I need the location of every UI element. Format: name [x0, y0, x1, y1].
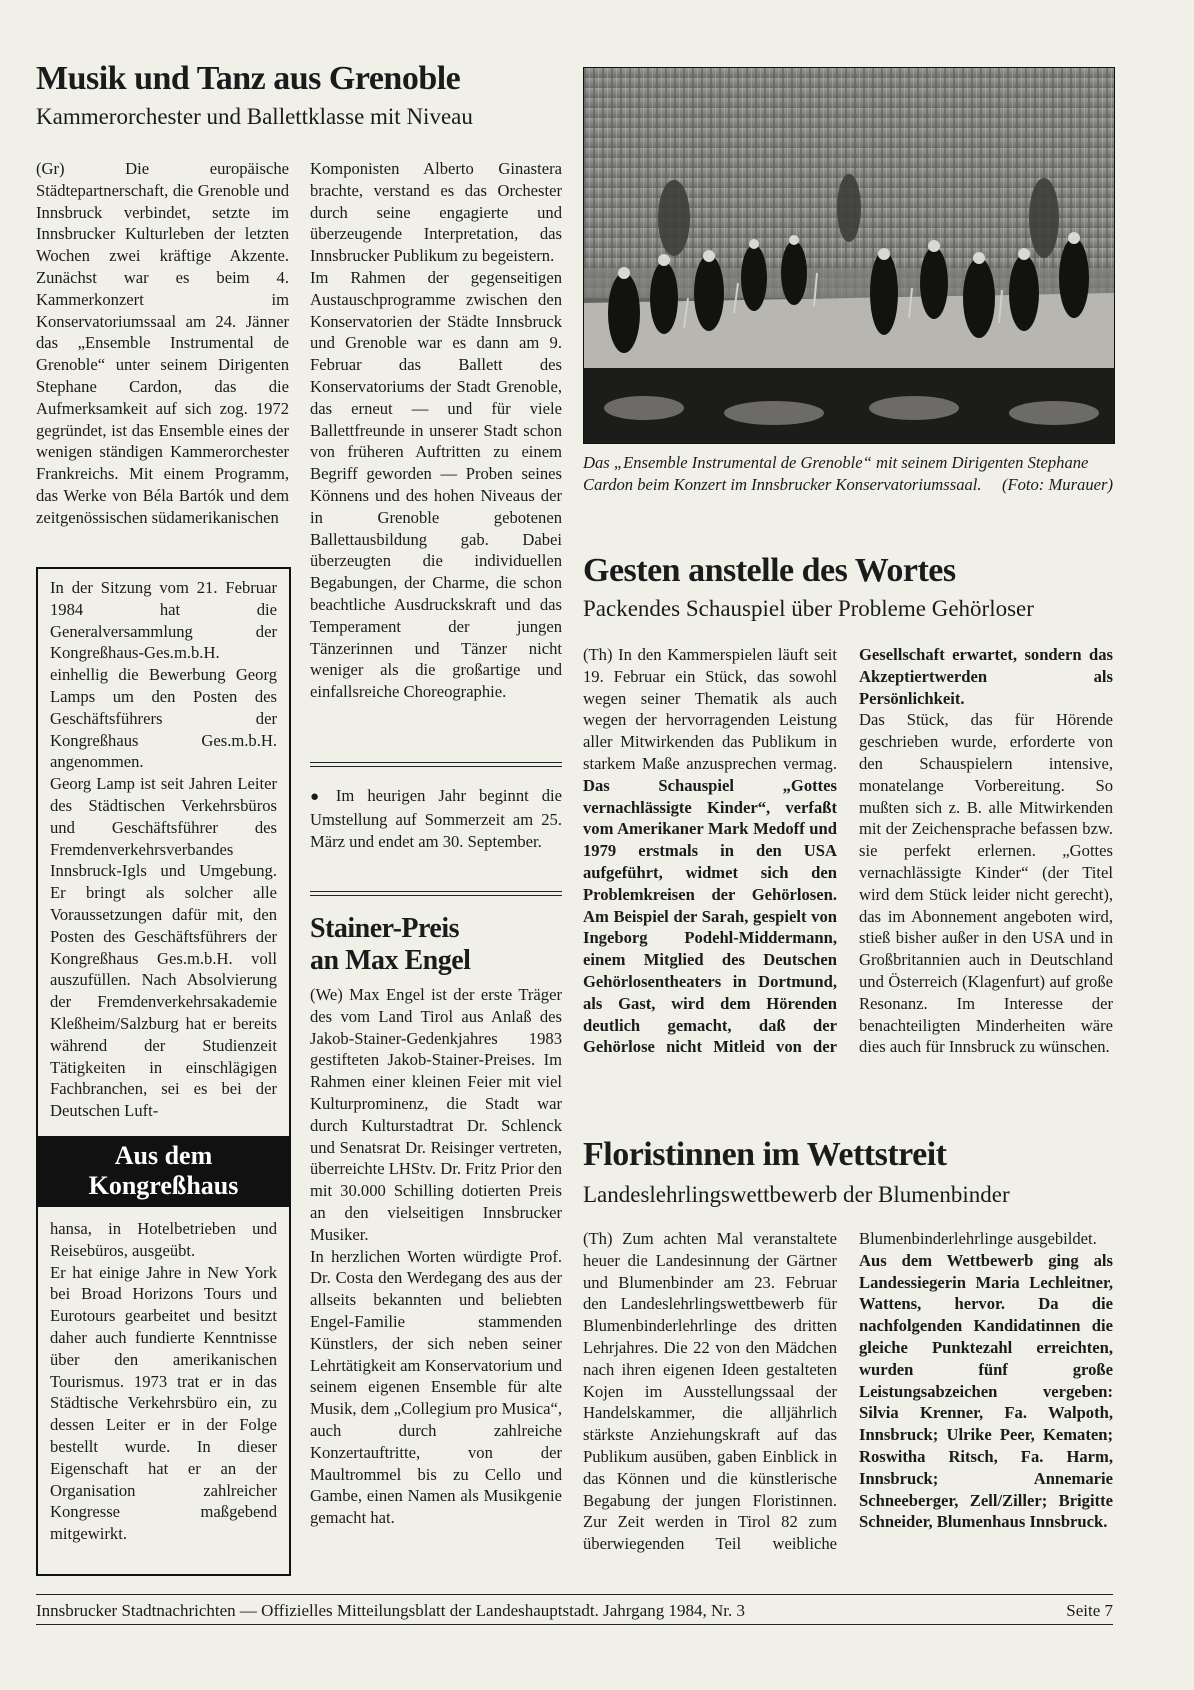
musik-column-1 — [36, 158, 289, 529]
concert-photo — [583, 67, 1115, 444]
kongresshaus-box — [36, 567, 291, 1576]
footer-text: Innsbrucker Stadtnachrichten — Offizielles Mitteilungsblatt der Landeshauptstadt. Jahrgang 1984, Nr. 3 — [36, 1601, 745, 1620]
divider — [310, 895, 562, 896]
gesten-text — [583, 644, 1113, 1103]
floristinnen-intro: (Th) Zum achten Mal veranstaltete heuer die Landesinnung der Gärtner und Blumenbinder am 23. Februar den Landeslehrlingswettbewerb für Blumenbinderlehrlinge des dritten Lehrjahres. Die 22 von den Mädchen nach ihren eigenen Ideen gestalteten Kojen im Ausstellungssaal der Handelskammer, die alljährlich stärkste Anziehungskraft auf das Publikum ausüben, gaben Einblick in das Können und die künstlerische Begabung der jungen Floristinnen. Zur Zeit werden in Tirol 82 zum überwiegenden Teil weibliche Blumenbinderlehrlinge ausgebildet. — [583, 1229, 1097, 1554]
kongresshaus-paragraph: hansa, in Hotelbetrieben und Reisebüros, ausgeübt. — [50, 1219, 277, 1260]
kongresshaus-paragraph: Georg Lamp ist seit Jahren Leiter des Städtischen Verkehrsbüros und Geschäftsführer des Fremdenverkehrsverbandes Innsbruck-Igls und Umgebung. Er bringt als solcher alle Voraussetzungen dafür mit, den Posten des Geschäftsführers der Kongreßhaus Ges.m.b.H. voll auszufüllen. Nach Absolvierung der Fremdenverkehrsakademie Kleßheim/Salzburg hat er bereits während der Studienzeit Tätigkeiten in einschlägigen Fachbranchen, sei es bei der Deutschen Luft- — [50, 774, 277, 1121]
kongresshaus-header-line: Kongreßhaus — [88, 1171, 239, 1200]
kongresshaus-paragraph: In der Sitzung vom 21. Februar 1984 hat die Generalversammlung der Kongreßhaus-Ges.m.b.H. einhellig die Bewerbung Georg Lamps um den Posten des Geschäftsführers der Kongreßhaus Ges.m.b.H. angenommen. — [50, 578, 277, 772]
gesten-title: Gesten anstelle des Wortes — [583, 552, 956, 589]
footer-rule — [36, 1594, 1113, 1595]
musik-column-2 — [310, 158, 562, 703]
sommerzeit-notice — [310, 785, 562, 852]
sommerzeit-text: Im heurigen Jahr beginnt die Umstellung auf Sommerzeit am 25. März und endet am 30. September. — [310, 786, 563, 851]
kongresshaus-header-line: Aus dem — [114, 1141, 213, 1170]
musik-paragraph: (Gr) Die europäische Städtepartnerschaft, die Grenoble und Innsbruck verbindet, setzte im Innsbrucker Kulturleben der letzten Wochen zwei kräftige Akzente. Zunächst war es beim 4. Kammerkonzert im Konservatoriumssaal am 24. Jänner das „Ensemble Instrumental de Grenoble“ unter seinem Dirigenten Stephane Cardon, das die Aufmerksamkeit auf sich zog. 1972 gegründet, ist das Ensemble eines der wenigen ständigen Kammerorchester Frankreichs. Mit einem Programm, das Werke von Béla Bartók und dem zeitgenössischen südamerikanischen — [36, 159, 289, 527]
stainer-text — [310, 984, 562, 1529]
page-number: Seite 7 — [1066, 1601, 1113, 1620]
bullet-icon: ● — [310, 789, 328, 805]
gesten-subtitle: Packendes Schauspiel über Probleme Gehörloser — [583, 596, 1034, 621]
floristinnen-title: Floristinnen im Wettstreit — [583, 1136, 947, 1173]
kongresshaus-text-top — [38, 569, 289, 1122]
floristinnen-subtitle: Landeslehrlingswettbewerb der Blumenbinder — [583, 1182, 1010, 1207]
photo-credit: (Foto: Murauer) — [1001, 474, 1113, 494]
divider — [310, 762, 562, 763]
concert-photo-image — [584, 68, 1114, 443]
floristinnen-text — [583, 1228, 1113, 1578]
stainer-title — [310, 913, 470, 977]
footer-rule — [36, 1624, 1113, 1625]
stainer-title-line: an Max Engel — [310, 945, 471, 976]
photo-caption-block — [583, 452, 1113, 495]
divider — [310, 891, 562, 892]
gesten-bold: Das Schauspiel „Gottes vernachlässigte Kinder“, verfaßt vom Amerikaner Mark Medoff und 1979 erstmals in den USA aufgeführt, widmet sich den Problemkreisen der Gehörlosen. Am Beispiel der Sarah, gespielt von Ingeborg Podehl-Middermann, einem Mitglied des Deutschen Gehörlosentheaters in Dortmund, als Gast, wird dem Hörenden deutlich gemacht, daß der Gehörlose nicht Mitleid von der Gesellschaft erwartet, sondern das Akzeptiertwerden als Persönlichkeit. — [583, 645, 1113, 1057]
stainer-paragraph: (We) Max Engel ist der erste Träger des vom Land Tirol aus Anlaß des Jakob-Stainer-Gedenkjahres 1983 gestifteten Jakob-Stainer-Preises. Im Rahmen einer kleinen Feier mit viel Kulturprominenz, die Stadt war durch Kulturstadtrat Dr. Schlenck und Senatsrat Dr. Reisinger vertreten, überreichte LHStv. Dr. Fritz Prior den mit 30.000 Schilling dotierten Preis an den vielseitigen Innsbrucker Musiker. — [310, 985, 562, 1244]
kongresshaus-text-bottom — [50, 1218, 277, 1545]
kongresshaus-header — [38, 1136, 289, 1207]
musik-paragraph: Im Rahmen der gegenseitigen Austauschprogramme zwischen den Konservatorien der Städte Innsbruck und Grenoble war es dann am 9. Februar das Ballett des Konservatoriums der Stadt Grenoble, das erneut — und für viele Ballettfreunde in unserer Stadt schon von früheren Auftritten zu einem Begriff geworden — Proben seines Könnens und des hohen Niveaus der in Grenoble gebotenen Ballettausbildung gab. Dabei überzeugten die individuellen Begabungen, der Charme, die schon beachtliche Ausdruckskraft und das Temperament der jungen Tänzerinnen und Tänzer nicht weniger als die großartige und einfallsreiche Choreographie. — [310, 267, 562, 702]
photo-caption: Das „Ensemble Instrumental de Grenoble“ mit seinem Dirigenten Stephane Cardon beim Konzert im Innsbrucker Konservatoriumssaal. — [583, 453, 1089, 494]
gesten-rest: Das Stück, das für Hörende geschrieben wurde, erforderte von den Schauspielern intensive, monatelange Vorbereitung. So mußten sich z. B. alle Mitwirkenden mit der Zeichensprache befassen bzw. sie perfekt erlernen. „Gottes vernachlässigte Kinder“ (der Titel wird dem Stück leider nicht gerecht), das im Abonnement angeboten wird, stieß bisher außer in den USA und in Großbritannien auch in Deutschland und Österreich (Klagenfurt) auf große Resonanz. Im Interesse der benachteiligten Minderheiten wäre dies auch für Innsbruck zu wünschen. — [859, 710, 1113, 1057]
stainer-title-line: Stainer-Preis — [310, 913, 460, 944]
divider — [310, 766, 562, 767]
gesten-intro: (Th) In den Kammerspielen läuft seit 19. Februar ein Stück, das sowohl wegen seiner Thematik als auch wegen der hervorragenden Leistung aller Mitwirkenden das Publikum in starkem Maße anzusprechen vermag. — [583, 645, 837, 773]
musik-paragraph: Komponisten Alberto Ginastera brachte, verstand es das Orchester durch seine engagierte und überzeugende Interpretation, das Innsbrucker Publikum zu begeistern. — [310, 159, 562, 266]
floristinnen-bold: Aus dem Wettbewerb ging als Landessiegerin Maria Lechleitner, Wattens, hervor. Da die nachfolgenden Kandidatinnen die gleiche Punktezahl erreichten, wurden fünf große Leistungsabzeichen vergeben: Silvia Krenner, Fa. Walpoth, Innsbruck; Ulrike Peer, Kematen; Roswitha Ritsch, Fa. Harm, Innsbruck; Annemarie Schneeberger, Zell/Ziller; Brigitte Schneider, Blumenhaus Innsbruck. — [859, 1250, 1113, 1532]
stainer-paragraph: In herzlichen Worten würdigte Prof. Dr. Costa den Werdegang des aus der allseits bekannten und beliebten Engel-Familie stammenden Künstlers, der sich neben seiner Lehrtätigkeit am Konservatorium und seinem eigenen Ensemble für alte Musik, dem „Collegium pro Musica“, auch durch zahlreiche Konzertauftritte, von der Maultrommel bis zu Cello und Gambe, einen Namen als Musikgenie gemacht hat. — [310, 1246, 562, 1528]
musik-subtitle: Kammerorchester und Ballettklasse mit Niveau — [36, 104, 473, 129]
musik-title: Musik und Tanz aus Grenoble — [36, 60, 461, 97]
kongresshaus-paragraph: Er hat einige Jahre in New York bei Broad Horizons Tours und Eurotours gearbeitet und besitzt daher auch fundierte Kenntnisse über den amerikanischen Tourismus. 1973 trat er in das Städtische Verkehrsbüro ein, zu dessen Leiter er in der Folge bestellt wurde. In dieser Eigenschaft hat er an der Organisation zahlreicher Kongresse maßgebend mitgewirkt. — [50, 1262, 277, 1544]
